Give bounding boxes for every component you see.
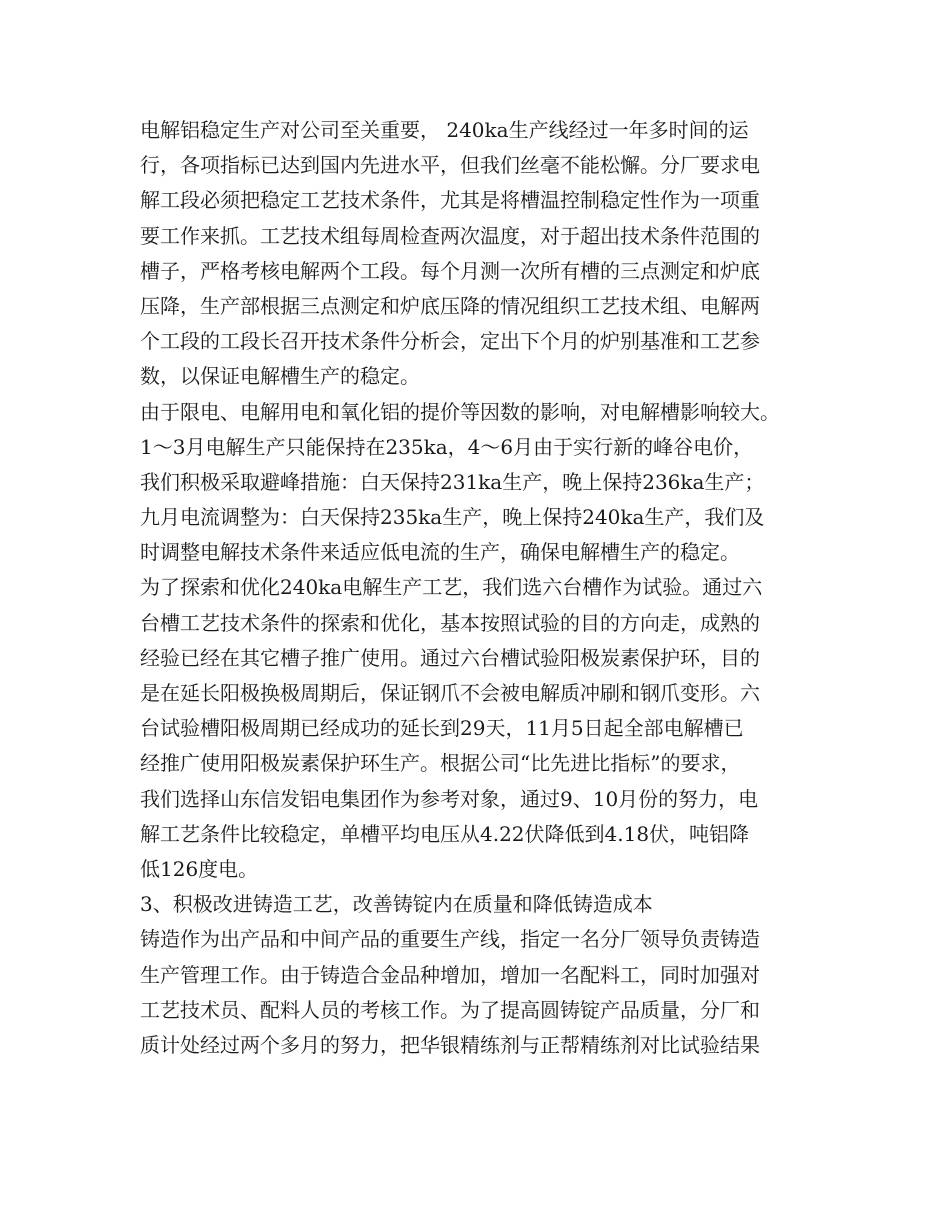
text-line: 生产管理工作。由于铸造合金品种增加，增加一名配料工，同时加强对 [140, 962, 760, 987]
section-heading: 3、积极改进铸造工艺，改善铸锭内在质量和降低铸造成本 [140, 892, 653, 917]
text-line: 个工段的工段长召开技术条件分析会，定出下个月的炉别基准和工艺参 [140, 329, 760, 354]
body-text [140, 113, 830, 1063]
text-line: 要工作来抓。工艺技术组每周检查两次温度，对于超出技术条件范围的 [140, 223, 760, 248]
text-line: 压降，生产部根据三点测定和炉底压降的情况组织工艺技术组、电解两 [140, 293, 760, 318]
text-line: 工艺技术员、配料人员的考核工作。为了提高圆铸锭产品质量，分厂和 [140, 997, 760, 1022]
text-line: 经验已经在其它槽子推广使用。通过六台槽试验阳极炭素保护环，目的 [140, 645, 760, 670]
text-line: 行，各项指标已达到国内先进水平，但我们丝毫不能松懈。分厂要求电 [140, 153, 760, 178]
text-line: 九月电流调整为：白天保持235ka生产，晚上保持240ka生产，我们及 [140, 505, 765, 530]
text-line: 我们积极采取避峰措施：白天保持231ka生产，晚上保持236ka生产； [140, 469, 765, 494]
text-line: 我们选择山东信发铝电集团作为参考对象，通过9、10月份的努力，电 [140, 786, 759, 811]
text-line: 1～3月电解生产只能保持在235ka，4～6月由于实行新的峰谷电价， [140, 434, 754, 459]
text-line: 槽子，严格考核电解两个工段。每个月测一次所有槽的三点测定和炉底 [140, 258, 760, 283]
text-line: 是在延长阳极换极周期后，保证钢爪不会被电解质冲刷和钢爪变形。六 [140, 681, 760, 705]
text-line: 台槽工艺技术条件的探索和优化，基本按照试验的目的方向走，成熟的 [140, 610, 760, 635]
text-line: 经推广使用阳极炭素保护环生产。根据公司“比先进比指标”的要求， [140, 751, 741, 776]
text-line: 为了探索和优化240ka电解生产工艺，我们选六台槽作为试验。通过六 [140, 575, 763, 600]
text-line: 电解铝稳定生产对公司至关重要， 240ka生产线经过一年多时间的运 [140, 118, 749, 142]
text-line: 数，以保证电解槽生产的稳定。 [140, 364, 420, 389]
text-line: 铸造作为出产品和中间产品的重要生产线，指定一名分厂领导负责铸造 [140, 927, 760, 952]
text-line: 时调整电解技术条件来适应低电流的生产，确保电解槽生产的稳定。 [140, 540, 740, 565]
text-line: 解工段必须把稳定工艺技术条件，尤其是将槽温控制稳定性作为一项重 [140, 188, 760, 213]
text-line: 解工艺条件比较稳定，单槽平均电压从4.22伏降低到4.18伏，吨铝降 [140, 821, 750, 846]
text-line: 台试验槽阳极周期已经成功的延长到29天，11月5日起全部电解槽已 [140, 716, 744, 741]
text-line: 低126度电。 [140, 856, 259, 881]
text-line: 质计处经过两个多月的努力，把华银精练剂与正帮精练剂对比试验结果 [140, 1032, 760, 1057]
text-line: 由于限电、电解用电和氧化铝的提价等因数的影响，对电解槽影响较大。 [140, 399, 780, 424]
